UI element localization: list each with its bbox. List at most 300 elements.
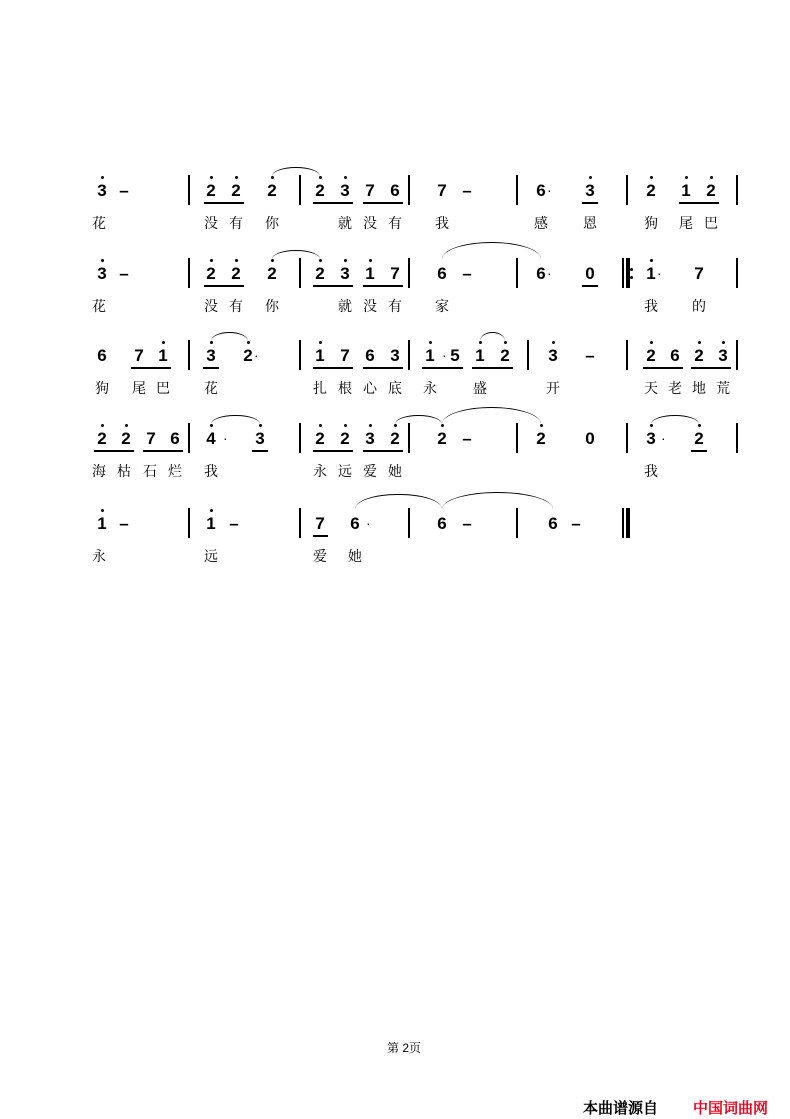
lyric-char: 你 [265, 298, 279, 314]
note-digit: 7 [146, 429, 156, 448]
note [703, 181, 719, 201]
note [347, 514, 363, 534]
high-octave-dot [344, 424, 347, 427]
lyric-char: 狗 [95, 380, 109, 396]
high-octave-dot [101, 176, 104, 179]
note [691, 264, 707, 284]
slur-arc [272, 250, 320, 259]
augmentation-dot: · [254, 347, 259, 363]
barline [408, 423, 410, 453]
note [312, 346, 328, 366]
barline [299, 508, 301, 538]
note-digit: 2 [267, 264, 277, 283]
note [362, 264, 378, 284]
high-octave-dot [210, 176, 213, 179]
high-octave-dot [319, 424, 322, 427]
note [312, 429, 328, 449]
note [643, 429, 659, 449]
note [582, 264, 598, 284]
note-digit: 6 [670, 346, 680, 365]
barline [736, 175, 738, 205]
lyric-char: 有 [388, 215, 402, 231]
beam-underline [313, 202, 353, 204]
note [422, 346, 438, 366]
note [252, 429, 268, 449]
note [459, 264, 475, 284]
beam-underline [363, 450, 403, 452]
beam-underline [204, 285, 244, 287]
note-digit: 3 [340, 181, 350, 200]
high-octave-dot [504, 341, 507, 344]
note [143, 429, 159, 449]
high-octave-dot [247, 341, 250, 344]
lyric-char: 永 [423, 380, 437, 396]
note-digit: 6 [437, 514, 447, 533]
high-octave-dot [162, 341, 165, 344]
note [643, 181, 659, 201]
note-digit: 2 [315, 181, 325, 200]
note-digit: 2 [121, 429, 131, 448]
beam-underline [472, 367, 513, 369]
barline [622, 258, 624, 288]
lyric-char: 开 [546, 380, 560, 396]
beam-underline [363, 202, 403, 204]
beam-underline [679, 202, 719, 204]
augmentation-dot: · [442, 347, 447, 363]
note [203, 346, 219, 366]
note [94, 181, 110, 201]
note [459, 429, 475, 449]
note [337, 181, 353, 201]
high-octave-dot [319, 176, 322, 179]
note [387, 264, 403, 284]
lyric-char: 巴 [704, 215, 718, 231]
note-digit: 7 [340, 346, 350, 365]
lyric-char: 有 [229, 298, 243, 314]
lyric-char: 没 [204, 215, 218, 231]
lyric-char: 狗 [644, 215, 658, 231]
note [226, 514, 242, 534]
note-digit: 2 [206, 264, 216, 283]
note [387, 429, 403, 449]
note-digit: 3 [548, 346, 558, 365]
note-digit: 2 [267, 181, 277, 200]
note [533, 429, 549, 449]
note-digit: – [585, 346, 595, 365]
high-octave-dot [479, 341, 482, 344]
slur-arc [651, 415, 699, 424]
high-octave-dot [441, 424, 444, 427]
slur-arc [272, 167, 320, 176]
note [362, 346, 378, 366]
lyric-char: 她 [348, 548, 362, 564]
note-digit: 2 [340, 429, 350, 448]
lyric-char: 我 [644, 463, 658, 479]
lyric-char: 她 [388, 463, 402, 479]
note-digit: – [571, 514, 581, 533]
barline [188, 508, 190, 538]
note [264, 181, 280, 201]
note-digit: 3 [585, 181, 595, 200]
beam-underline [204, 202, 244, 204]
page-number: 第 2页 [387, 1041, 422, 1055]
note [312, 264, 328, 284]
augmentation-dot: · [661, 430, 666, 446]
lyric-char: 枯 [117, 463, 131, 479]
lyric-char: 有 [388, 298, 402, 314]
note-digit: – [119, 514, 129, 533]
note-digit: 3 [255, 429, 265, 448]
slur-arc [211, 415, 260, 424]
slur-arc [442, 492, 553, 509]
barline [516, 175, 518, 205]
beam-underline [203, 367, 219, 369]
lyric-char: 底 [388, 380, 402, 396]
lyric-char: 扎 [313, 380, 327, 396]
high-octave-dot [125, 424, 128, 427]
beam-underline [94, 450, 134, 452]
high-octave-dot [589, 176, 592, 179]
lyric-char: 老 [668, 380, 682, 396]
note [545, 514, 561, 534]
augmentation-dot: · [657, 265, 662, 281]
lyric-char: 尾 [679, 215, 693, 231]
note-digit: 3 [365, 429, 375, 448]
high-octave-dot [344, 259, 347, 262]
beam-underline [363, 367, 403, 369]
beam-underline [131, 367, 171, 369]
high-octave-dot [271, 176, 274, 179]
lyric-char: 花 [92, 298, 106, 314]
note-digit: 2 [231, 264, 241, 283]
note-digit: – [462, 264, 472, 283]
augmentation-dot: · [547, 182, 552, 198]
note-digit: 3 [206, 346, 216, 365]
note-digit: – [119, 264, 129, 283]
barline [626, 175, 628, 205]
note-digit: 2 [206, 181, 216, 200]
note-digit: 6 [536, 264, 546, 283]
beam-underline [691, 367, 731, 369]
note-digit: 1 [315, 346, 325, 365]
lyric-char: 恩 [583, 215, 597, 231]
note [459, 514, 475, 534]
note [94, 429, 110, 449]
note [337, 429, 353, 449]
lyric-char: 我 [204, 463, 218, 479]
lyric-char: 爱 [363, 463, 377, 479]
note [116, 264, 132, 284]
note-digit: 1 [365, 264, 375, 283]
lyric-char: 远 [204, 548, 218, 564]
double-barline [626, 508, 630, 538]
barline [408, 258, 410, 288]
note-digit: 1 [158, 346, 168, 365]
note-digit: 7 [315, 514, 325, 533]
lyric-char: 天 [644, 380, 658, 396]
lyric-char: 根 [338, 380, 352, 396]
high-octave-dot [101, 259, 104, 262]
note [203, 429, 219, 449]
note-digit: 2 [646, 181, 656, 200]
slur-arc [211, 332, 248, 341]
note-digit: 7 [694, 264, 704, 283]
lyric-char: 我 [644, 298, 658, 314]
note [387, 181, 403, 201]
lyric-char: 没 [363, 298, 377, 314]
beam-underline [643, 367, 683, 369]
source-label: 本曲谱源自 [583, 1100, 659, 1117]
barline [736, 340, 738, 370]
beam-underline [447, 367, 463, 369]
barline [299, 423, 301, 453]
note-digit: 3 [646, 429, 656, 448]
note-digit: 2 [646, 346, 656, 365]
barline [188, 340, 190, 370]
note [118, 429, 134, 449]
lyric-char: 石 [143, 463, 157, 479]
note [582, 181, 598, 201]
repeat-dot [630, 276, 633, 279]
note-digit: 2 [500, 346, 510, 365]
note-digit: 6 [536, 181, 546, 200]
lyric-char: 尾 [132, 380, 146, 396]
lyric-char: 永 [92, 548, 106, 564]
lyric-char: 的 [692, 298, 706, 314]
note-digit: 3 [97, 264, 107, 283]
high-octave-dot [540, 424, 543, 427]
beam-underline [691, 450, 707, 452]
augmentation-dot: · [366, 515, 371, 531]
lyric-char: 烂 [168, 463, 182, 479]
note [228, 181, 244, 201]
note-digit: 1 [425, 346, 435, 365]
lyric-char: 家 [435, 298, 449, 314]
note [582, 429, 598, 449]
note [337, 346, 353, 366]
high-octave-dot [698, 424, 701, 427]
lyric-char: 你 [265, 215, 279, 231]
note [264, 264, 280, 284]
barline [622, 508, 624, 538]
high-octave-dot [650, 176, 653, 179]
note [94, 514, 110, 534]
lyric-char: 我 [435, 215, 449, 231]
beam-underline [143, 450, 183, 452]
beam-underline [582, 202, 598, 204]
note-digit: 6 [548, 514, 558, 533]
barline [736, 258, 738, 288]
note-digit: 3 [718, 346, 728, 365]
high-octave-dot [210, 259, 213, 262]
high-octave-dot [394, 424, 397, 427]
note [691, 346, 707, 366]
high-octave-dot [319, 341, 322, 344]
note [203, 264, 219, 284]
high-octave-dot [271, 259, 274, 262]
note-digit: 7 [365, 181, 375, 200]
high-octave-dot [685, 176, 688, 179]
note [472, 346, 488, 366]
barline [188, 175, 190, 205]
barline [188, 423, 190, 453]
barline [626, 423, 628, 453]
note [667, 346, 683, 366]
barline [299, 340, 301, 370]
note [497, 346, 513, 366]
beam-underline [313, 285, 353, 287]
note [228, 264, 244, 284]
slur-arc [355, 494, 442, 510]
slur-arc [480, 332, 505, 341]
barline [299, 258, 301, 288]
note-digit: 1 [646, 264, 656, 283]
note-digit: 2 [390, 429, 400, 448]
high-octave-dot [650, 341, 653, 344]
slur-arc [442, 407, 541, 424]
beam-underline [363, 285, 403, 287]
barline [516, 258, 518, 288]
note-digit: 2 [694, 429, 704, 448]
slur-arc [442, 242, 541, 259]
augmentation-dot: · [223, 430, 228, 446]
barline [299, 175, 301, 205]
site-name-label: 中国词曲网 [693, 1100, 769, 1117]
note-digit: 6 [170, 429, 180, 448]
note-digit: 2 [437, 429, 447, 448]
note-digit: 1 [475, 346, 485, 365]
note-digit: 6 [390, 181, 400, 200]
high-octave-dot [344, 176, 347, 179]
lyric-char: 远 [338, 463, 352, 479]
note [387, 346, 403, 366]
note-digit: 6 [365, 346, 375, 365]
beam-underline [313, 450, 353, 452]
note-digit: – [229, 514, 239, 533]
beam-underline [252, 450, 268, 452]
high-octave-dot [369, 259, 372, 262]
note-digit: – [119, 181, 129, 200]
note [459, 181, 475, 201]
note [643, 346, 659, 366]
note-digit: 6 [350, 514, 360, 533]
high-octave-dot [210, 341, 213, 344]
note [131, 346, 147, 366]
note [434, 514, 450, 534]
high-octave-dot [235, 176, 238, 179]
note [678, 181, 694, 201]
note-digit: 2 [706, 181, 716, 200]
high-octave-dot [710, 176, 713, 179]
barline [408, 340, 410, 370]
lyric-char: 感 [534, 215, 548, 231]
lyric-char: 海 [92, 463, 106, 479]
note-digit: 6 [437, 264, 447, 283]
note-digit: 2 [315, 429, 325, 448]
high-octave-dot [210, 509, 213, 512]
note-digit: 7 [390, 264, 400, 283]
note-digit: 7 [437, 181, 447, 200]
note [691, 429, 707, 449]
augmentation-dot: · [547, 265, 552, 281]
lyric-char: 就 [338, 298, 352, 314]
high-octave-dot [650, 424, 653, 427]
note [203, 181, 219, 201]
note-digit: 2 [694, 346, 704, 365]
barline [408, 508, 410, 538]
high-octave-dot [698, 341, 701, 344]
barline [626, 340, 628, 370]
barline [408, 175, 410, 205]
barline [736, 423, 738, 453]
beam-underline [582, 285, 598, 287]
beam-underline [313, 535, 328, 537]
barline [527, 340, 529, 370]
lyric-char: 爱 [313, 548, 327, 564]
high-octave-dot [101, 424, 104, 427]
note-digit: 2 [231, 181, 241, 200]
note [94, 264, 110, 284]
slur-arc [395, 415, 442, 424]
high-octave-dot [650, 259, 653, 262]
note-digit: – [462, 181, 472, 200]
note [155, 346, 171, 366]
high-octave-dot [259, 424, 262, 427]
note [337, 264, 353, 284]
lyric-char: 就 [338, 215, 352, 231]
note-digit: 7 [134, 346, 144, 365]
high-octave-dot [429, 341, 432, 344]
note-digit: 0 [585, 429, 595, 448]
barline [516, 508, 518, 538]
note [568, 514, 584, 534]
note [582, 346, 598, 366]
beam-underline [313, 367, 353, 369]
repeat-dot [630, 268, 633, 271]
note [116, 181, 132, 201]
note-digit: 3 [340, 264, 350, 283]
high-octave-dot [210, 424, 213, 427]
note-digit: 3 [97, 181, 107, 200]
note-digit: 6 [97, 346, 107, 365]
lyric-char: 心 [363, 380, 377, 396]
note [203, 514, 219, 534]
lyric-char: 没 [363, 215, 377, 231]
note [94, 346, 110, 366]
note-digit: 3 [390, 346, 400, 365]
note-digit: 1 [681, 181, 691, 200]
lyric-char: 有 [229, 215, 243, 231]
note [362, 429, 378, 449]
note-digit: 5 [450, 346, 460, 365]
barline [188, 258, 190, 288]
note-digit: 2 [243, 346, 253, 365]
lyric-char: 盛 [473, 380, 487, 396]
high-octave-dot [319, 259, 322, 262]
high-octave-dot [369, 424, 372, 427]
lyric-char: 花 [92, 215, 106, 231]
high-octave-dot [552, 341, 555, 344]
note [167, 429, 183, 449]
note-digit: 4 [206, 429, 216, 448]
lyric-char: 巴 [156, 380, 170, 396]
note-digit: 2 [97, 429, 107, 448]
note [434, 181, 450, 201]
note [447, 346, 463, 366]
double-barline [626, 258, 630, 288]
note [434, 429, 450, 449]
note-digit: 1 [206, 514, 216, 533]
